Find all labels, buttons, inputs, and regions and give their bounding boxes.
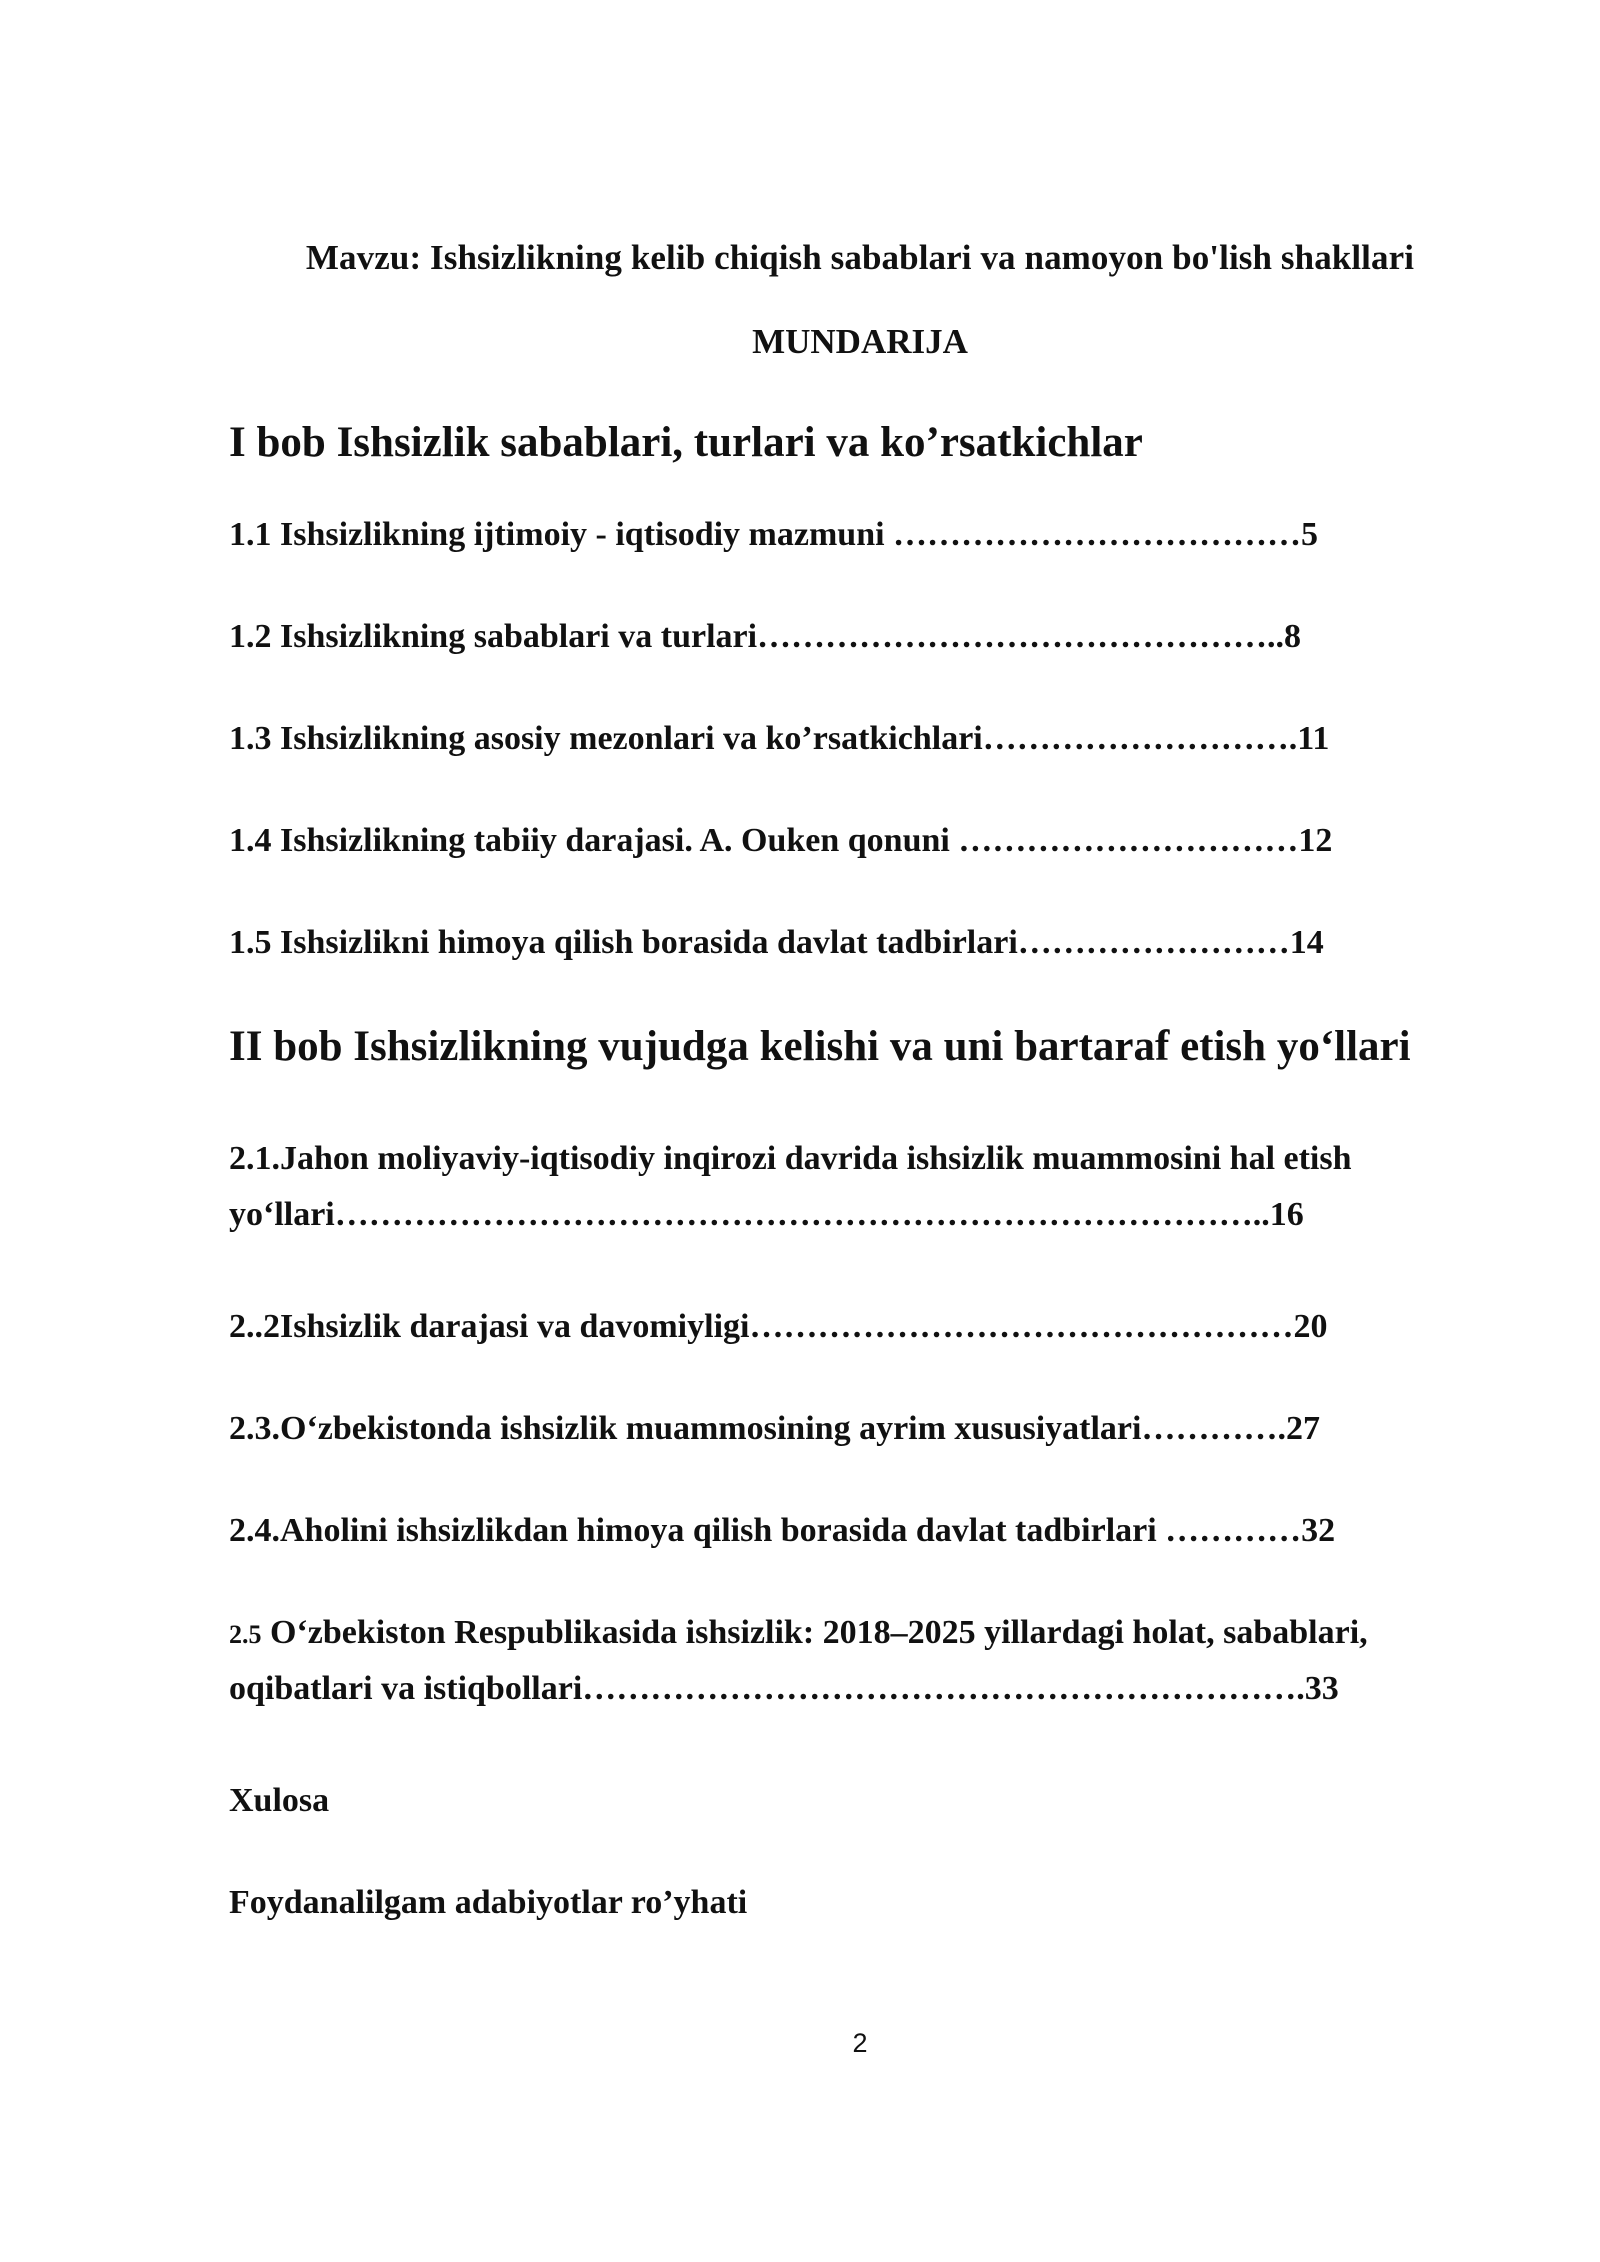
toc-entry-2-1 [229, 1140, 1352, 1234]
toc-entry-1-4: 1.4 Ishsizlikning tabiiy darajasi. A. Ouken qonuni …………………………12 [229, 822, 1333, 859]
toc-entry-2-1-line-2: yo‘llari………………………………………………………………………..16 [229, 1196, 1304, 1233]
toc-references: Foydanalilgam adabiyotlar ro’yhati [229, 1884, 748, 1921]
document-title: Mavzu: Ishsizlikning kelib chiqish sabablari va namoyon bo'lish shakllari [305, 238, 1415, 277]
toc-entry-1-3: 1.3 Ishsizlikning asosiy mezonlari va ko’rsatkichlari……………………….11 [229, 720, 1330, 757]
toc-chapter-1: I bob Ishsizlik sabablari, turlari va ko’rsatkichlar [229, 419, 1143, 466]
toc-conclusion: Xulosa [229, 1782, 330, 1819]
toc-entry-2-2: 2..2Ishsizlik darajasi va davomiyligi…………………………………………20 [229, 1308, 1328, 1345]
toc-chapter-2: II bob Ishsizlikning vujudga kelishi va uni bartaraf etish yo‘llari [229, 1023, 1411, 1070]
toc-entry-2-3: 2.3.O‘zbekistonda ishsizlik muammosining ayrim xususiyatlari………….27 [229, 1410, 1320, 1447]
toc-entry-2-5-line-2: oqibatlari va istiqbollari……………………………………………………….33 [229, 1670, 1339, 1707]
toc-entry-2-5-line-1: O‘zbekiston Respublikasida ishsizlik: 2018–2025 yillardagi holat, sabablari, [261, 1614, 1368, 1651]
toc-entry-2-4: 2.4.Aholini ishsizlikdan himoya qilish borasida davlat tadbirlari …………32 [229, 1512, 1336, 1549]
toc-entry-1-2: 1.2 Ishsizlikning sabablari va turlari………………………………………..8 [229, 618, 1302, 655]
page-number: 2 [852, 2028, 868, 2058]
toc-entry-2-5 [229, 1614, 1368, 1708]
toc-entry-1-5: 1.5 Ishsizlikni himoya qilish borasida davlat tadbirlari……………………14 [229, 924, 1324, 961]
toc-entry-2-1-line-1: 2.1.Jahon moliyaviy-iqtisodiy inqirozi davrida ishsizlik muammosini hal etish [229, 1140, 1352, 1177]
toc-entry-1-1: 1.1 Ishsizlikning ijtimoiy - iqtisodiy mazmuni ………………………………5 [229, 516, 1319, 553]
toc-heading: MUNDARIJA [752, 322, 968, 361]
toc-entry-2-5-number: 2.5 [229, 1620, 262, 1649]
